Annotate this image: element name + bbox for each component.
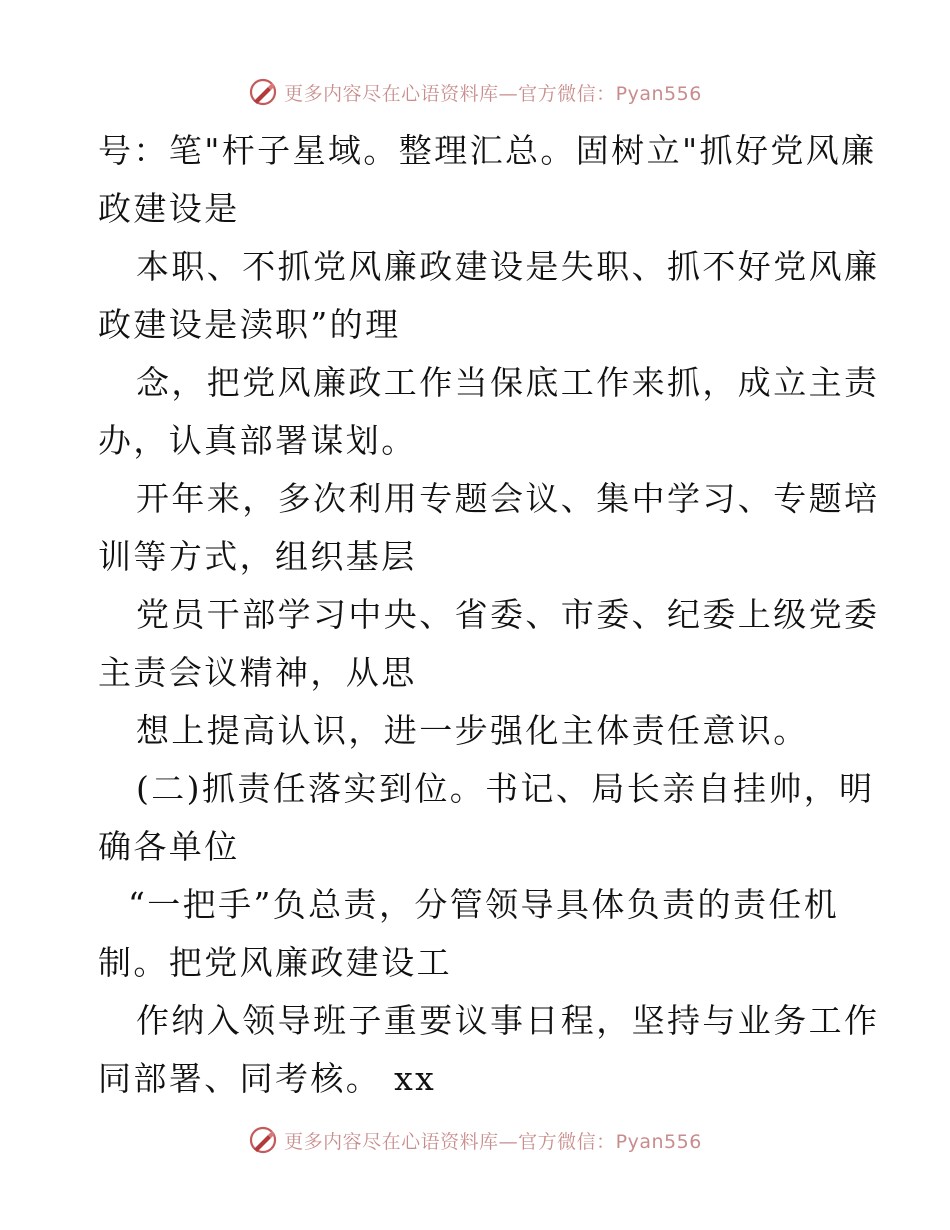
text-line: 确各单位 <box>98 827 240 866</box>
text-line: 念，把党风廉政工作当保底工作来抓，成立主责 <box>136 363 880 402</box>
text-line: 训等方式，组织基层 <box>98 537 417 576</box>
text-line: 政建设是渎职”的理 <box>98 305 401 344</box>
pen-logo-icon <box>248 1125 278 1155</box>
text-line: 作纳入领导班子重要议事日程，坚持与业务工作 <box>136 1001 880 1040</box>
text-line: 同部署、同考核。 xx <box>98 1059 437 1098</box>
watermark-text <box>284 1127 702 1154</box>
text-line: 号：笔"杆子星域。整理汇总。固树立"抓好党风廉 <box>98 131 877 170</box>
text-line: 党员干部学习中央、省委、市委、纪委上级党委 <box>136 595 880 634</box>
pen-logo-icon <box>248 77 278 107</box>
header-watermark <box>0 72 950 112</box>
text-line: (二)抓责任落实到位。书记、局长亲自挂帅，明 <box>136 769 875 808</box>
text-line: 制。把党风廉政建设工 <box>98 943 452 982</box>
text-line: 想上提高认识，进一步强化主体责任意识。 <box>136 711 809 750</box>
text-line: 本职、不抓党风廉政建设是失职、抓不好党风廉 <box>136 247 880 286</box>
footer-watermark <box>0 1120 950 1160</box>
text-line: 开年来，多次利用专题会议、集中学习、专题培 <box>136 479 880 518</box>
watermark-wechat-id: Pyan556 <box>615 1130 702 1153</box>
text-line: “一把手”负总责，分管领导具体负责的责任机 <box>128 885 840 924</box>
text-line: 政建设是 <box>98 189 240 228</box>
document-body <box>98 122 880 1108</box>
watermark-label: 更多内容尽在心语资料库—官方微信： <box>284 1130 616 1153</box>
text-line: 办，认真部署谋划。 <box>98 421 417 460</box>
watermark-label: 更多内容尽在心语资料库—官方微信： <box>284 82 616 105</box>
watermark-text <box>284 79 702 106</box>
text-line: 主责会议精神，从思 <box>98 653 417 692</box>
watermark-wechat-id: Pyan556 <box>615 82 702 105</box>
